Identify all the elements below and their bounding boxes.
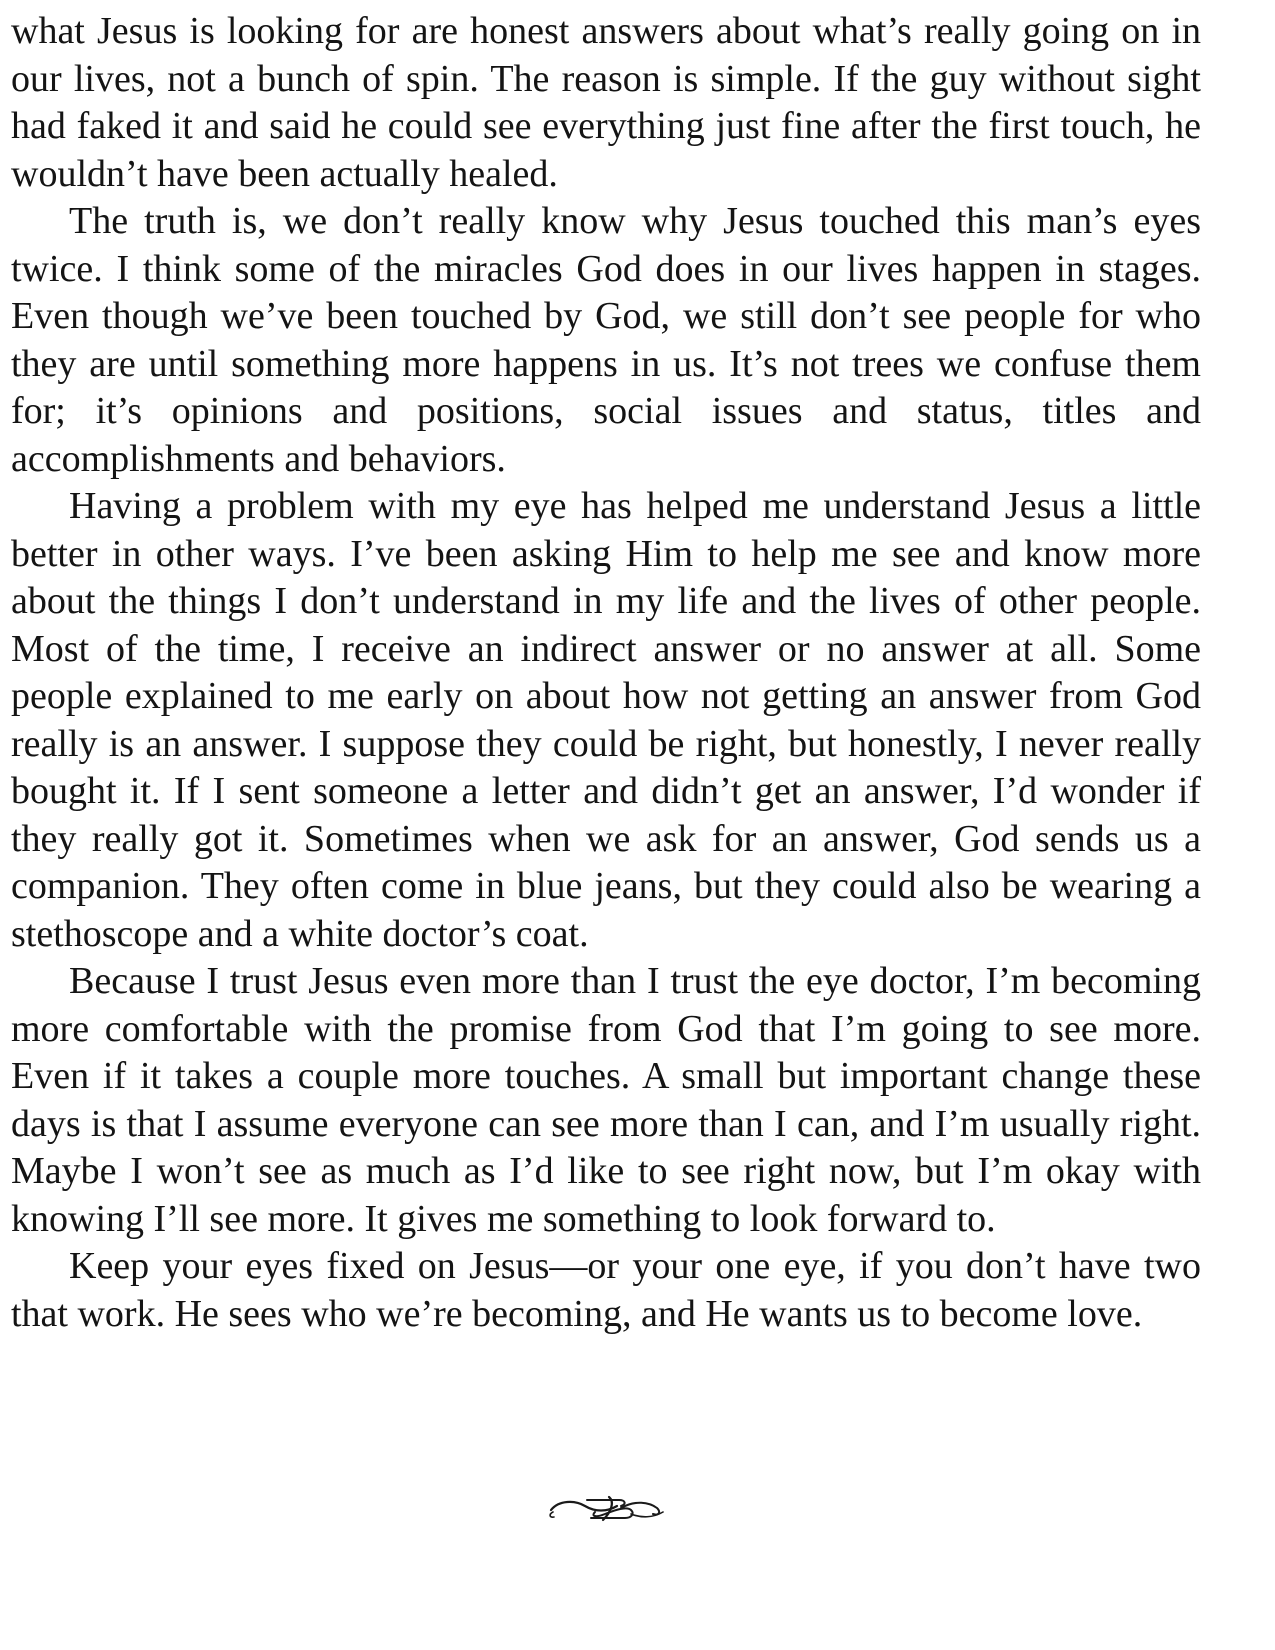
paragraph-1: what Jesus is looking for are honest answers about what’s really going on in our lives, not a bunch of spin. The reason is simple. If the guy without sight had faked it and said he could see everything just fine after the first touch, he wouldn’t have been actually healed. xyxy=(11,10,1201,195)
paragraph-2: The truth is, we don’t really know why Jesus touched this man’s eyes twice. I think some of the miracles God does in our lives happen in stages. Even though we’ve been touched by God, we still don’t see people for who they are until something more happens in us. It’s not trees we confuse them for; it’s opinions and positions, social issues and status, titles and accomplishments and behaviors. xyxy=(11,200,1201,480)
paragraph-3: Having a problem with my eye has helped me understand Jesus a little better in other ways. I’ve been asking Him to help me see and know more about the things I don’t understand in my life and the lives of other people. Most of the time, I receive an indirect answer or no answer at all. Some people explained to me early on about how not getting an answer from God really is an answer. I suppose they could be right, but honestly, I never really bought it. If I sent someone a letter and didn’t get an answer, I’d wonder if they really got it. Sometimes when we ask for an answer, God sends us a companion. They often come in blue jeans, but they could also be wearing a stethoscope and a white doctor’s coat. xyxy=(11,485,1201,955)
paragraph-4: Because I trust Jesus even more than I trust the eye doctor, I’m becoming more comfortable with the promise from God that I’m going to see more. Even if it takes a couple more touches. A small but important change these days is that I assume everyone can see more than I can, and I’m usually right. Maybe I won’t see as much as I’d like to see right now, but I’m okay with knowing I’ll see more. It gives me something to look forward to. xyxy=(11,960,1201,1240)
paragraph-5: Keep your eyes fixed on Jesus—or your one eye, if you don’t have two that work. He sees who we’re becoming, and He wants us to become love. xyxy=(11,1245,1201,1335)
page-body xyxy=(11,8,1201,1338)
flourish-ornament-icon xyxy=(545,1488,670,1528)
